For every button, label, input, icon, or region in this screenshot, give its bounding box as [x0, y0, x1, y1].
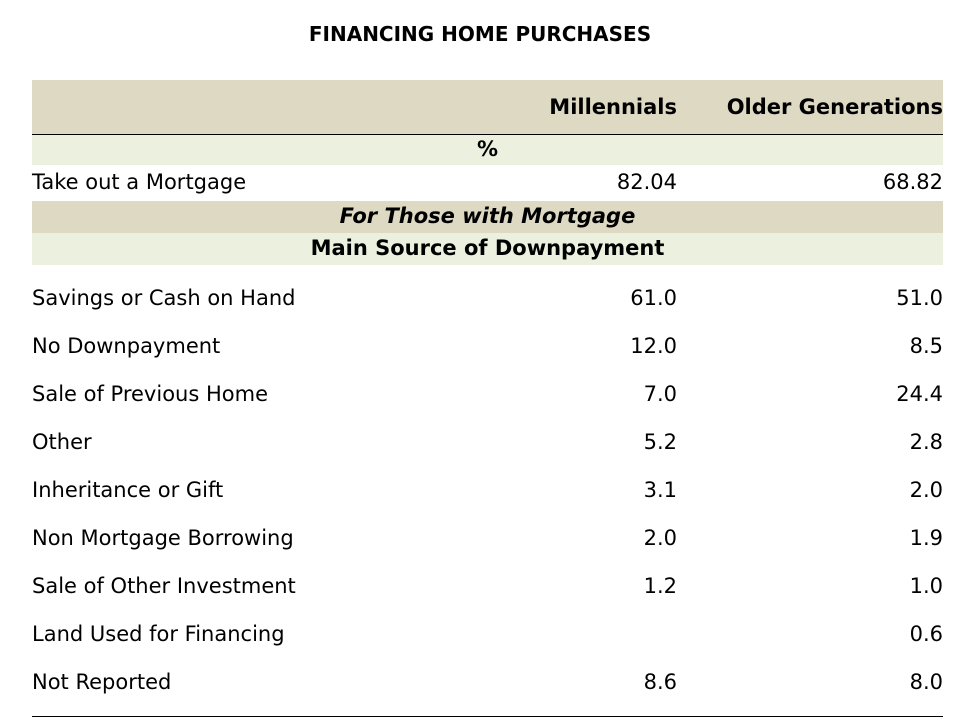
older-generations-value: 8.5 — [909, 334, 943, 358]
column-header-millennials: Millennials — [549, 95, 677, 119]
older-generations-value: 51.0 — [896, 286, 943, 310]
older-generations-value: 1.0 — [909, 574, 943, 598]
millennials-value: 82.04 — [616, 170, 677, 194]
row-label: Non Mortgage Borrowing — [32, 526, 294, 550]
older-generations-value: 2.0 — [909, 478, 943, 502]
table-row — [32, 427, 943, 475]
table-header-row — [32, 80, 943, 135]
millennials-value: 7.0 — [643, 382, 677, 406]
row-label: Sale of Previous Home — [32, 382, 268, 406]
millennials-value: 8.6 — [643, 670, 677, 694]
row-label: Sale of Other Investment — [32, 574, 296, 598]
older-generations-value: 1.9 — [909, 526, 943, 550]
table-body — [32, 283, 943, 717]
row-label: Other — [32, 430, 92, 454]
table-row — [32, 331, 943, 379]
millennials-value: 5.2 — [643, 430, 677, 454]
table-row — [32, 379, 943, 427]
older-generations-value: 2.8 — [909, 430, 943, 454]
spacer-row — [32, 265, 943, 283]
unit-row — [32, 135, 943, 165]
section-title: For Those with Mortgage — [339, 204, 636, 228]
millennials-value: 3.1 — [643, 478, 677, 502]
table-row — [32, 667, 943, 717]
table-row — [32, 523, 943, 571]
subsection-title-row — [32, 233, 943, 265]
millennials-value: 61.0 — [630, 286, 677, 310]
millennials-value: 2.0 — [643, 526, 677, 550]
data-table — [32, 80, 943, 717]
older-generations-value: 68.82 — [882, 170, 943, 194]
row-label: Savings or Cash on Hand — [32, 286, 296, 310]
column-header-older-generations: Older Generations — [726, 95, 943, 119]
table-row — [32, 475, 943, 523]
mortgage-row — [32, 165, 943, 201]
older-generations-value: 8.0 — [909, 670, 943, 694]
older-generations-value: 24.4 — [896, 382, 943, 406]
subsection-title: Main Source of Downpayment — [310, 236, 665, 260]
row-label: Land Used for Financing — [32, 622, 285, 646]
row-label: Take out a Mortgage — [32, 170, 247, 194]
row-label: Not Reported — [32, 670, 172, 694]
table-row — [32, 283, 943, 331]
row-label: Inheritance or Gift — [32, 478, 224, 502]
millennials-value: 1.2 — [643, 574, 677, 598]
unit-label: % — [476, 137, 499, 161]
older-generations-value: 0.6 — [909, 622, 943, 646]
table-row — [32, 571, 943, 619]
table-row — [32, 619, 943, 667]
row-label: No Downpayment — [32, 334, 221, 358]
millennials-value: 12.0 — [630, 334, 677, 358]
section-title-row — [32, 201, 943, 233]
chart-title: FINANCING HOME PURCHASES — [308, 22, 652, 46]
